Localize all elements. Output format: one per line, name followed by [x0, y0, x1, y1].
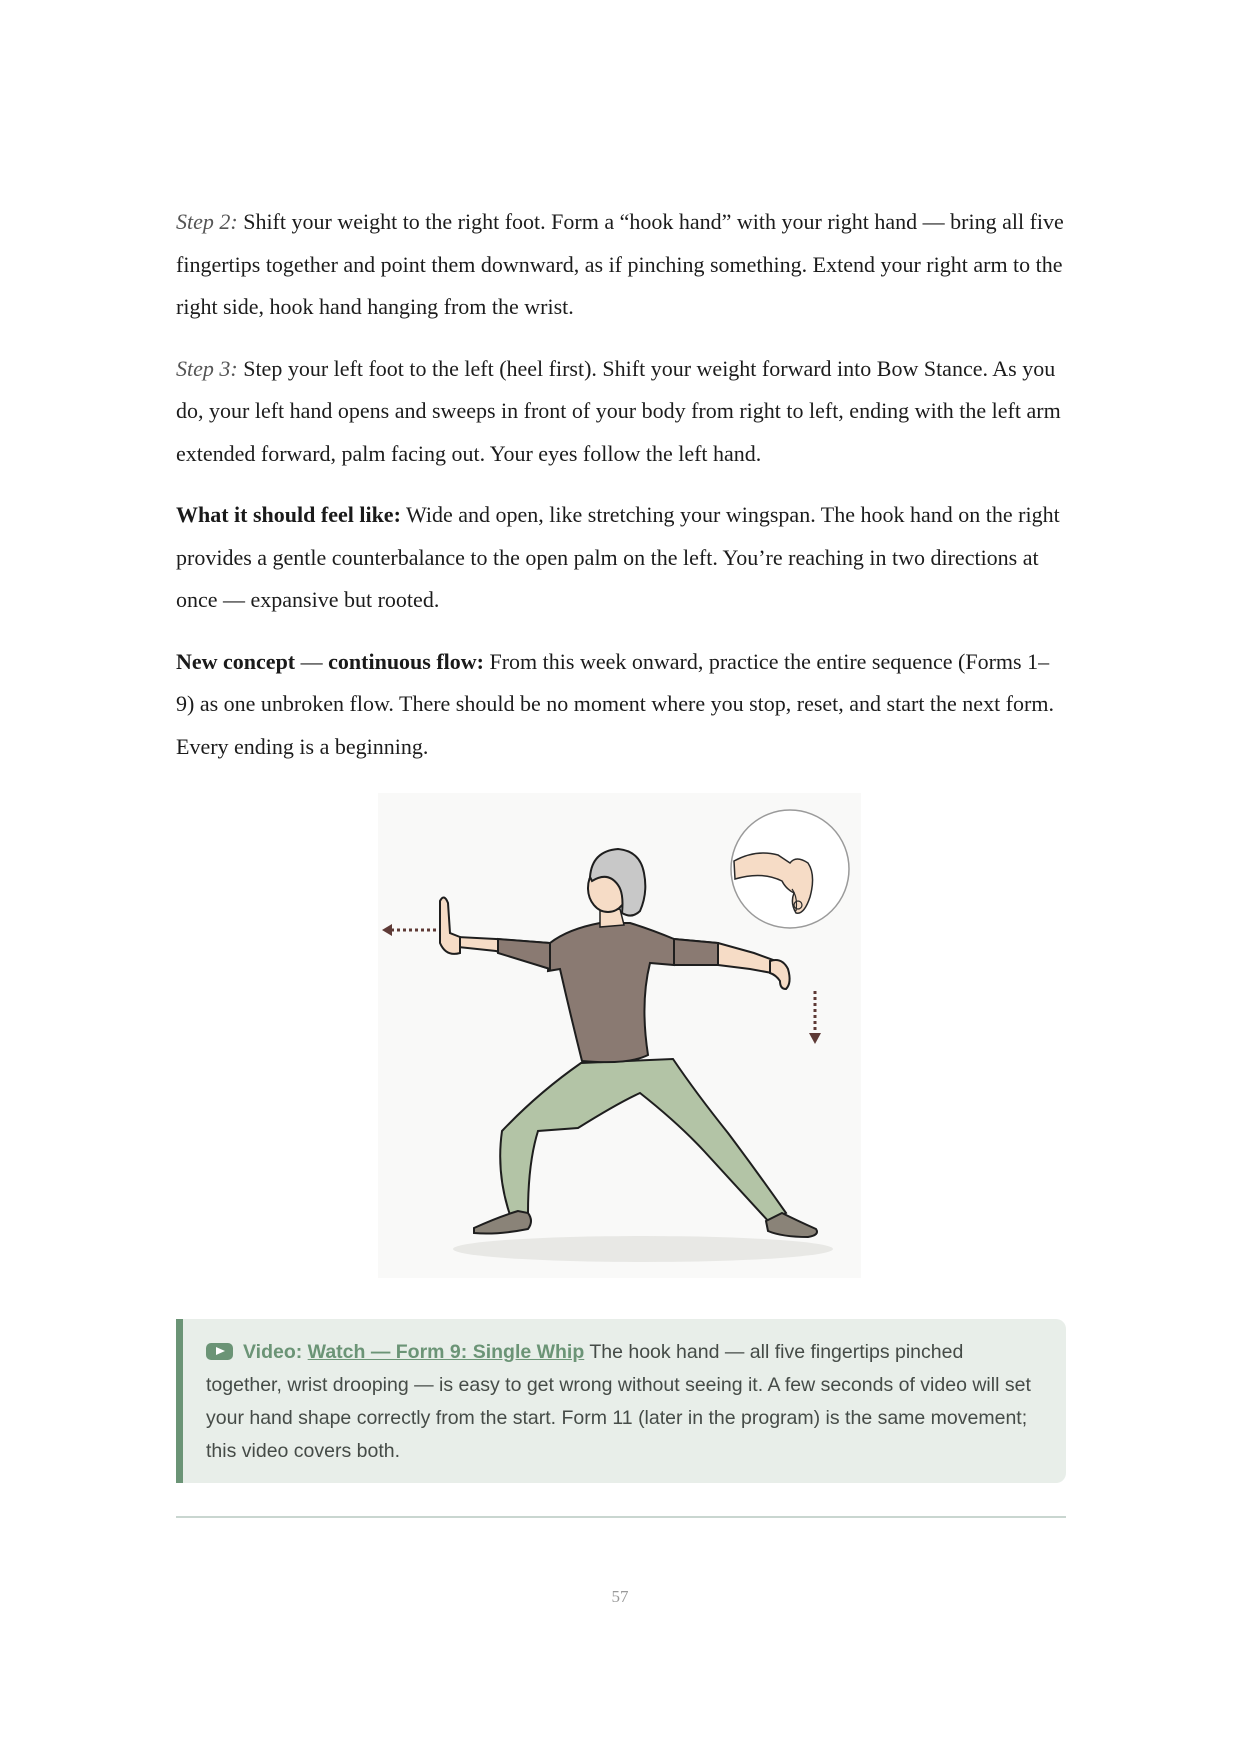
left-shoe — [474, 1211, 531, 1234]
right-sleeve — [674, 939, 718, 965]
step-3-paragraph — [176, 348, 1066, 476]
concept-dash: — — [295, 648, 329, 674]
hook-hand-inset-icon — [731, 810, 849, 928]
step-3-text: Step your left foot to the left (heel first). Shift your weight forward into Bow Stance. As you do, your left hand opens and sweeps in front of your body from right to left, ending with the left arm extended forward, palm facing out. Your eyes follow the left hand. — [176, 355, 1061, 466]
section-divider — [176, 1516, 1066, 1518]
body-text — [176, 201, 1066, 787]
concept-paragraph — [176, 641, 1066, 769]
single-whip-illustration — [378, 793, 861, 1278]
video-link[interactable]: Watch — Form 9: Single Whip — [307, 1341, 585, 1363]
step-3-label: Step 3: — [176, 355, 238, 381]
concept-label: New concept — [176, 648, 296, 674]
left-sleeve — [498, 939, 550, 969]
right-shoe — [766, 1213, 817, 1237]
floor-shadow — [453, 1236, 833, 1262]
feel-paragraph — [176, 494, 1066, 622]
tai-chi-figure-illustration — [378, 793, 861, 1278]
concept-text: From this week onward, practice the entire sequence (Forms 1–9) as one unbroken flow. There should be no moment where you stop, reset, and start the next form. Every ending is a beginning. — [176, 648, 1054, 759]
video-label: Video: — [243, 1341, 303, 1363]
arrow-left-icon — [382, 924, 436, 936]
page-number: 57 — [611, 1587, 629, 1606]
legs — [500, 1059, 786, 1223]
hook-hand — [770, 960, 790, 989]
step-2-paragraph — [176, 201, 1066, 329]
concept-sublabel: continuous flow: — [328, 648, 484, 674]
step-2-text: Shift your weight to the right foot. Form a “hook hand” with your right hand — bring all five fingertips together and point them downward, as if pinching something. Extend your right arm to the right side, hook hand hanging from the wrist. — [176, 209, 1064, 319]
video-callout — [176, 1319, 1066, 1483]
left-palm — [440, 897, 460, 953]
video-callout-text: The hook hand — all five fingertips pinched together, wrist drooping — is easy to get wrong without seeing it. A few seconds of video will set your hand shape correctly from the start. Form 11 (later in the program) is the same movement; this video covers both. — [206, 1341, 1031, 1462]
step-2-label: Step 2: — [176, 209, 238, 234]
feel-text: Wide and open, like stretching your wingspan. The hook hand on the right provides a gentle counterbalance to the open palm on the left. You’re reaching in two directions at once — expansive but rooted. — [176, 502, 1060, 612]
feel-label: What it should feel like: — [176, 502, 401, 527]
arrow-down-icon — [809, 991, 821, 1044]
torso — [548, 923, 674, 1062]
video-play-icon[interactable] — [206, 1343, 233, 1360]
